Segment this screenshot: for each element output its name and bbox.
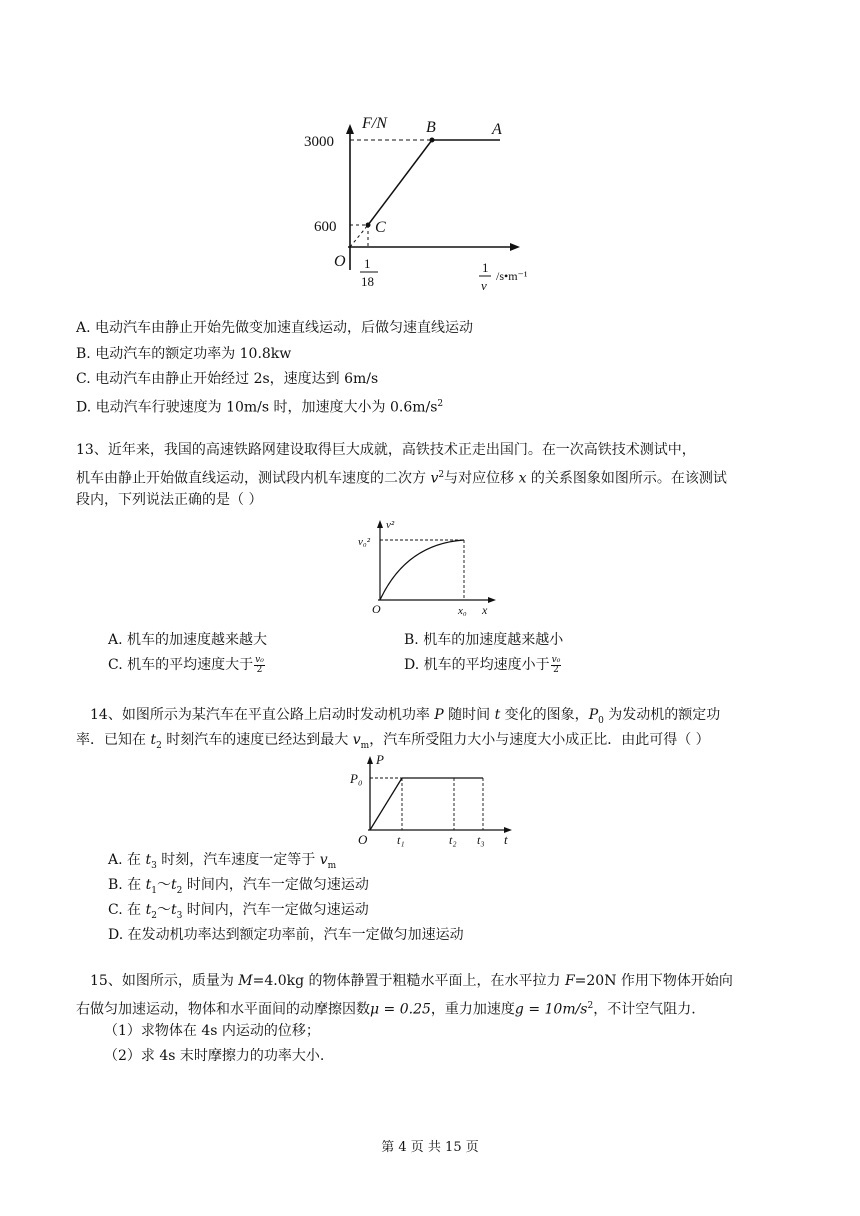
q14-text: B. 在 <box>108 877 146 893</box>
q15-var: M <box>238 973 253 989</box>
q14-var: t <box>150 732 157 748</box>
q15-text: ，不计空气阻力. <box>593 1001 696 1018</box>
q13-option-b[interactable]: B. 机车的加速度越来越小 <box>404 632 564 648</box>
q13-option-c[interactable] <box>108 655 265 675</box>
x0-tick: x₀ <box>458 605 467 617</box>
v0-squared-tick: v₀² <box>358 536 371 548</box>
x-tick-denominator: 18 <box>361 274 374 289</box>
point-a-label: A <box>492 121 502 138</box>
t3-tick: t₃ <box>477 833 485 847</box>
q14-text: 率．已知在 <box>76 732 151 748</box>
point-c-label: C <box>375 219 386 236</box>
q14-sub: 3 <box>176 910 183 921</box>
force-inverse-velocity-graph <box>300 110 580 300</box>
x-axis-denominator: v <box>481 278 487 293</box>
velocity-squared-displacement-graph <box>356 514 506 620</box>
q13-option-d-text: D. 机车的平均速度小于 <box>404 657 550 673</box>
q12-option-b[interactable]: B. 电动汽车的额定功率为 10.8kw <box>76 346 292 362</box>
q15-text: ，重力加速度 <box>430 1001 515 1018</box>
q14-text: A. 在 <box>108 852 146 868</box>
x-axis-label: x <box>482 603 488 617</box>
q14-option-d[interactable]: D. 在发动机功率达到额定功率前，汽车一定做匀加速运动 <box>108 927 464 943</box>
y-tick-3000: 3000 <box>304 134 334 150</box>
q15-text: =4.0kg 的物体静置于粗糙水平面上，在水平拉力 <box>252 973 565 989</box>
q14-text: 时间内，汽车一定做匀速运动 <box>182 877 369 893</box>
t-axis-label: t <box>504 832 508 847</box>
q14-text: 为发动机的额定功 <box>603 707 721 723</box>
q14-sub: 2 <box>176 885 183 896</box>
q14-option-b[interactable] <box>108 875 369 901</box>
fraction-numerator: v₀ <box>255 654 264 665</box>
q14-sub: 3 <box>151 860 157 871</box>
origin-label: O <box>334 253 346 270</box>
q13-option-a[interactable]: A. 机车的加速度越来越大 <box>108 632 268 648</box>
q14-sub: m <box>360 740 370 751</box>
q13-option-c-fraction <box>254 656 265 675</box>
q15-text: 15、如图所示，质量为 <box>90 973 239 989</box>
q12-option-d-exponent: 2 <box>437 399 444 409</box>
q15-text: 右做匀加速运动，物体和水平面间的动摩擦因数 <box>76 1001 370 1018</box>
origin-label: O <box>372 602 381 616</box>
q14-var: t <box>145 902 152 918</box>
q12-option-d[interactable] <box>76 394 443 418</box>
q14-sub: 2 <box>151 910 157 921</box>
q14-text: 变化的图象， <box>500 707 589 723</box>
q14-text: 随时间 <box>443 707 495 723</box>
q14-text: 时间内，汽车一定做匀速运动 <box>182 902 369 918</box>
y-tick-600: 600 <box>314 219 337 235</box>
q14-option-a[interactable] <box>108 850 336 876</box>
q13-var-x: x <box>518 470 527 487</box>
q14-text: ～ <box>157 877 172 893</box>
q15-formula-g: g = 10m/s <box>514 1001 588 1018</box>
x-axis-numerator: 1 <box>482 260 489 275</box>
q15-sup: 2 <box>587 1001 594 1011</box>
q13-text: 的关系图象如图所示。在该测试 <box>526 470 727 487</box>
q14-text: C. 在 <box>108 902 146 918</box>
q14-sub: 0 <box>598 715 604 726</box>
q14-var: t <box>145 852 152 868</box>
q15-stem-line1 <box>90 971 733 991</box>
q15-text: =20N 作用下物体开始向 <box>574 973 733 989</box>
page-number-footer: 第 4 页 共 15 页 <box>381 1140 479 1155</box>
q14-stem-line1 <box>90 705 720 731</box>
q14-var: P <box>588 707 599 723</box>
fraction-denominator: 2 <box>256 664 263 675</box>
q14-text: 时刻汽车的速度已经达到最大 <box>161 732 353 748</box>
p-axis-label: P <box>376 752 384 767</box>
q13-var-v: v <box>430 470 439 487</box>
v2-axis-label: v² <box>386 519 395 531</box>
q12-option-c[interactable]: C. 电动汽车由静止开始经过 2s，速度达到 6m/s <box>76 371 379 387</box>
q14-text: ，汽车所受阻力大小与速度大小成正比．由此可得（ ） <box>369 732 710 748</box>
q13-text: 机车由静止开始做直线运动，测试段内机车速度的二次方 <box>76 470 431 487</box>
q15-formula-mu: μ = 0.25 <box>370 1001 431 1018</box>
q13-text: 与对应位移 <box>444 470 519 487</box>
q14-var: t <box>494 707 501 723</box>
q15-stem-line2 <box>76 996 696 1020</box>
q15-subquestion-1: （1）求物体在 4s 内运动的位移； <box>104 1023 320 1039</box>
x-axis-unit: /s•m⁻¹ <box>496 269 528 283</box>
power-time-graph <box>346 752 522 848</box>
q14-var: v <box>319 852 328 868</box>
q13-stem-line1: 13、近年来，我国的高速铁路网建设取得巨大成就，高铁技术正走出国门。在一次高铁技术测试中， <box>76 442 696 458</box>
t1-tick: t₁ <box>397 833 405 847</box>
origin-label: O <box>358 832 368 847</box>
q14-var: v <box>352 732 361 748</box>
q14-sub: m <box>327 860 337 871</box>
q15-var: F <box>564 973 575 989</box>
t2-tick: t₂ <box>449 833 457 847</box>
point-b-label: B <box>426 119 436 136</box>
q13-option-d-fraction <box>551 656 562 675</box>
q13-stem-line2 <box>76 465 727 489</box>
q12-option-d-text: D. 电动汽车行驶速度为 10m/s 时，加速度大小为 0.6m/s <box>76 399 438 416</box>
fraction-numerator: v₀ <box>551 654 561 665</box>
q13-option-d[interactable] <box>404 655 561 675</box>
q14-sub: 1 <box>151 885 158 896</box>
q14-sub: 2 <box>156 740 162 751</box>
q12-option-a[interactable]: A. 电动汽车由静止开始先做变加速直线运动，后做匀速直线运动 <box>76 320 474 336</box>
q14-text: 时刻，汽车速度一定等于 <box>156 852 320 868</box>
p0-tick: P₀ <box>350 771 363 786</box>
q14-var: t <box>170 902 177 918</box>
x-tick-numerator: 1 <box>364 256 371 271</box>
q15-subquestion-2: （2）求 4s 末时摩擦力的功率大小. <box>104 1048 325 1064</box>
q13-option-c-text: C. 机车的平均速度大于 <box>108 657 254 673</box>
q14-var: P <box>434 707 444 723</box>
q14-option-c[interactable] <box>108 900 369 926</box>
q14-text: 14、如图所示为某汽车在平直公路上启动时发动机功率 <box>90 707 435 723</box>
y-axis-label: F/N <box>362 115 387 132</box>
q14-text: ～ <box>156 902 171 918</box>
q13-stem-line3: 段内，下列说法正确的是（ ） <box>76 492 263 508</box>
q14-var: t <box>145 877 152 893</box>
q14-var: t <box>171 877 177 893</box>
fraction-denominator: 2 <box>553 664 559 675</box>
q13-var-sup: 2 <box>438 470 445 480</box>
